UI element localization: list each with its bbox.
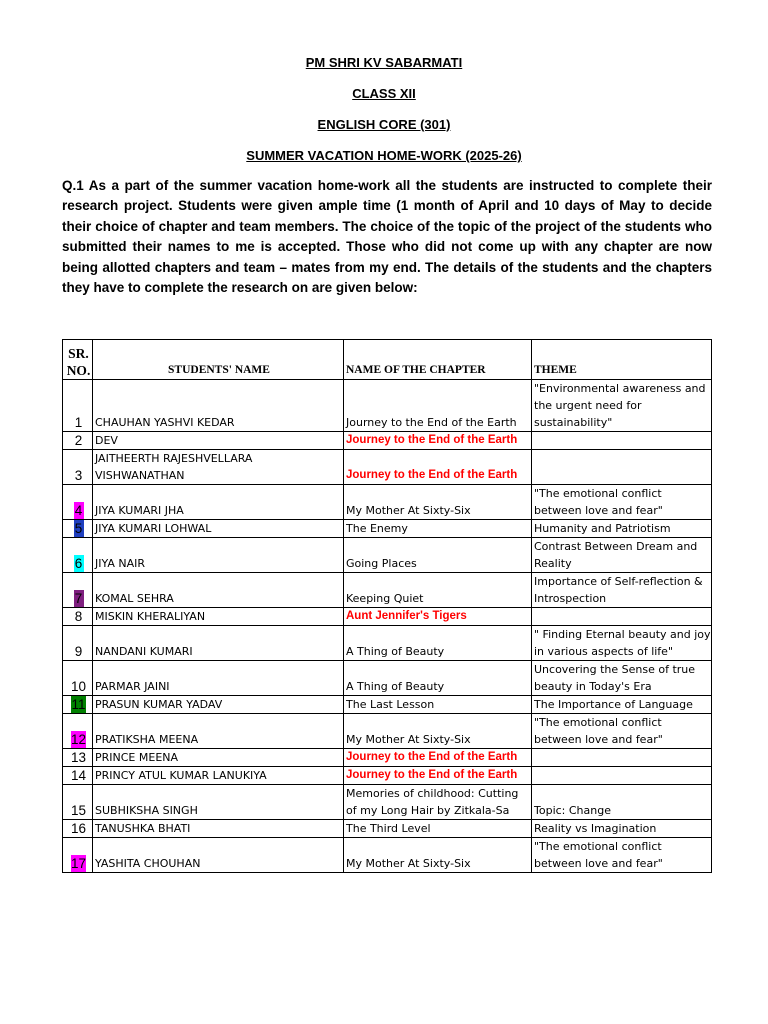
- table-row: [63, 696, 712, 714]
- sr-no-cell: [63, 767, 93, 785]
- theme-cell: "The emotional conflict between love and fear": [532, 485, 712, 520]
- sr-no-cell: [63, 749, 93, 767]
- chapter-cell: Journey to the End of the Earth: [344, 432, 532, 450]
- sr-no-value: 3: [74, 468, 83, 483]
- table-row: [63, 661, 712, 696]
- table-row: [63, 767, 712, 785]
- student-name-header: STUDENTS' NAME: [93, 340, 344, 380]
- sr-no-value: 16: [70, 821, 87, 836]
- sr-no-cell: [63, 432, 93, 450]
- chapter-cell: My Mother At Sixty-Six: [344, 485, 532, 520]
- chapter-cell: Aunt Jennifer's Tigers: [344, 608, 532, 626]
- sr-no-value: 6: [74, 556, 83, 571]
- sr-no-value: 14: [70, 768, 87, 783]
- theme-cell: Importance of Self-reflection & Introspection: [532, 573, 712, 608]
- theme-cell: [532, 749, 712, 767]
- sr-no-value: 17: [70, 856, 87, 871]
- theme-cell: Uncovering the Sense of true beauty in Today's Era: [532, 661, 712, 696]
- table-row: [63, 450, 712, 485]
- sr-no-cell: [63, 785, 93, 820]
- table-row: [63, 485, 712, 520]
- theme-cell: "Environmental awareness and the urgent need for sustainability": [532, 380, 712, 432]
- sr-no-cell: [63, 696, 93, 714]
- student-name-cell: PRATIKSHA MEENA: [93, 714, 344, 749]
- theme-header: THEME: [532, 340, 712, 380]
- class-label: CLASS XII: [352, 86, 416, 101]
- chapter-cell: Journey to the End of the Earth: [344, 767, 532, 785]
- theme-cell: Topic: Change: [532, 785, 712, 820]
- theme-cell: Contrast Between Dream and Reality: [532, 538, 712, 573]
- student-name-cell: KOMAL SEHRA: [93, 573, 344, 608]
- student-name-cell: JIYA KUMARI LOHWAL: [93, 520, 344, 538]
- sr-no-cell: [63, 714, 93, 749]
- sr-no-value: 10: [70, 679, 87, 694]
- sr-no-value: 12: [70, 732, 87, 747]
- sr-no-value: 5: [74, 521, 83, 536]
- student-name-cell: DEV: [93, 432, 344, 450]
- student-name-cell: PRASUN KUMAR YADAV: [93, 696, 344, 714]
- sr-no-cell: [63, 626, 93, 661]
- sr-no-header: SR. NO.: [63, 340, 93, 380]
- student-name-cell: SUBHIKSHA SINGH: [93, 785, 344, 820]
- sr-no-value: 7: [74, 591, 83, 606]
- theme-cell: Reality vs Imagination: [532, 820, 712, 838]
- subject-label: ENGLISH CORE (301): [317, 117, 451, 132]
- table-row: [63, 520, 712, 538]
- sr-no-cell: [63, 661, 93, 696]
- sr-no-cell: [63, 820, 93, 838]
- chapter-cell: Going Places: [344, 538, 532, 573]
- table-row: [63, 380, 712, 432]
- sr-no-value: 2: [74, 433, 83, 448]
- sr-no-value: 15: [70, 803, 87, 818]
- chapter-cell: Keeping Quiet: [344, 573, 532, 608]
- table-row: [63, 626, 712, 661]
- student-name-cell: TANUSHKA BHATI: [93, 820, 344, 838]
- sr-no-cell: [63, 838, 93, 873]
- table-header-row: [63, 340, 712, 380]
- table-row: [63, 785, 712, 820]
- table-row: [63, 838, 712, 873]
- student-name-cell: YASHITA CHOUHAN: [93, 838, 344, 873]
- theme-cell: The Importance of Language: [532, 696, 712, 714]
- theme-cell: "The emotional conflict between love and fear": [532, 714, 712, 749]
- sr-no-value: 4: [74, 503, 83, 518]
- homework-title: SUMMER VACATION HOME-WORK (2025-26): [246, 148, 522, 163]
- school-name: PM SHRI KV SABARMATI: [305, 55, 463, 70]
- table-row: [63, 608, 712, 626]
- student-name-cell: CHAUHAN YASHVI KEDAR: [93, 380, 344, 432]
- chapter-cell: A Thing of Beauty: [344, 626, 532, 661]
- sr-no-cell: [63, 538, 93, 573]
- chapter-cell: A Thing of Beauty: [344, 661, 532, 696]
- sr-no-cell: [63, 450, 93, 485]
- student-name-cell: NANDANI KUMARI: [93, 626, 344, 661]
- sr-no-value: 9: [74, 644, 83, 659]
- sr-no-cell: [63, 520, 93, 538]
- table-row: [63, 432, 712, 450]
- student-name-cell: PRINCY ATUL KUMAR LANUKIYA: [93, 767, 344, 785]
- chapter-cell: Memories of childhood: Cutting of my Long Hair by Zitkala-Sa: [344, 785, 532, 820]
- sr-no-cell: [63, 485, 93, 520]
- sr-no-cell: [63, 608, 93, 626]
- sr-no-value: 11: [71, 697, 86, 712]
- table-row: [63, 749, 712, 767]
- table-row: [63, 714, 712, 749]
- theme-cell: [532, 432, 712, 450]
- table-row: [63, 538, 712, 573]
- student-name-cell: JIYA NAIR: [93, 538, 344, 573]
- sr-no-value: 1: [74, 415, 83, 430]
- theme-cell: Humanity and Patriotism: [532, 520, 712, 538]
- chapter-cell: Journey to the End of the Earth: [344, 450, 532, 485]
- table-row: [63, 573, 712, 608]
- theme-cell: " Finding Eternal beauty and joy in various aspects of life": [532, 626, 712, 661]
- chapter-cell: My Mother At Sixty-Six: [344, 714, 532, 749]
- sr-no-cell: [63, 573, 93, 608]
- chapter-cell: Journey to the End of the Earth: [344, 380, 532, 432]
- theme-cell: "The emotional conflict between love and fear": [532, 838, 712, 873]
- chapter-cell: My Mother At Sixty-Six: [344, 838, 532, 873]
- student-name-cell: JIYA KUMARI JHA: [93, 485, 344, 520]
- sr-no-cell: [63, 380, 93, 432]
- theme-cell: [532, 608, 712, 626]
- students-table: [62, 339, 712, 873]
- student-name-cell: PRINCE MEENA: [93, 749, 344, 767]
- instructions-paragraph: Q.1 As a part of the summer vacation home-work all the students are instructed to complete their research project. Students were given ample time (1 month of April and 10 days of May to decide their choice of chapter and team members. The choice of the topic of the project of the students who submitted their names to me is accepted. Those who did not come up with any chapter are now being allotted chapters and team – mates from my end. The details of the students and the chapters they have to complete the research on are given below:: [62, 178, 712, 296]
- student-name-cell: MISKIN KHERALIYAN: [93, 608, 344, 626]
- sr-no-value: 13: [70, 750, 87, 765]
- chapter-cell: The Third Level: [344, 820, 532, 838]
- student-name-cell: PARMAR JAINI: [93, 661, 344, 696]
- chapter-cell: The Enemy: [344, 520, 532, 538]
- student-name-cell: JAITHEERTH RAJESHVELLARA VISHWANATHAN: [93, 450, 344, 485]
- chapter-cell: The Last Lesson: [344, 696, 532, 714]
- sr-no-value: 8: [74, 609, 83, 624]
- table-row: [63, 820, 712, 838]
- chapter-cell: Journey to the End of the Earth: [344, 749, 532, 767]
- theme-cell: [532, 450, 712, 485]
- theme-cell: [532, 767, 712, 785]
- chapter-header: NAME OF THE CHAPTER: [344, 340, 532, 380]
